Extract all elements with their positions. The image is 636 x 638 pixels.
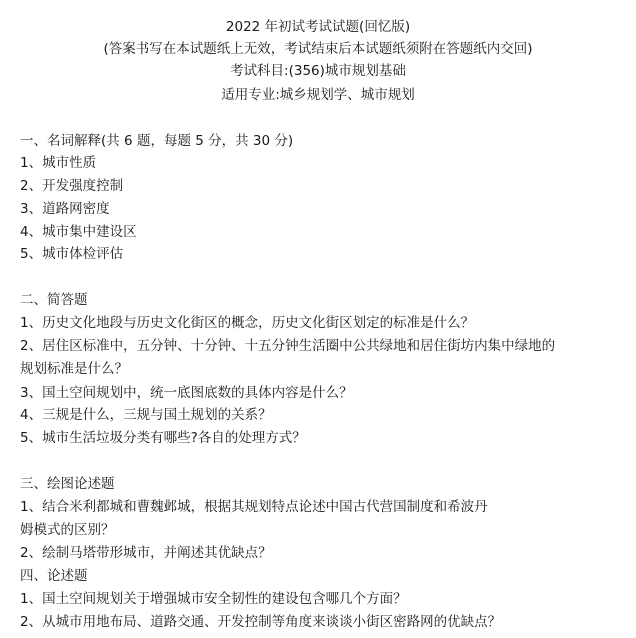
question-item: 3、道路网密度 <box>20 201 110 217</box>
question-item: 5、城市生活垃圾分类有哪些?各自的处理方式？ <box>20 430 306 446</box>
question-item: 1、国土空间规划关于增强城市安全韧性的建设包含哪几个方面？ <box>20 591 407 607</box>
section-heading: 四、论述题 <box>20 568 88 584</box>
exam-title: 2022 年初试考试试题(回忆版) <box>225 19 411 35</box>
exam-major: 适用专业:城乡规划学、城市规划 <box>221 87 415 103</box>
exam-subject: 考试科目:(356)城市规划基础 <box>230 63 406 79</box>
section-heading: 三、绘图论述题 <box>20 476 115 492</box>
exam-notice: (答案书写在本试题纸上无效，考试结束后本试题纸须附在答题纸内交回) <box>103 41 533 57</box>
question-item: 3、国土空间规划中，统一底图底数的具体内容是什么？ <box>20 385 353 401</box>
section-heading: 二、简答题 <box>20 292 88 308</box>
question-item: 规划标准是什么？ <box>20 361 128 377</box>
question-item: 5、城市体检评估 <box>20 246 124 262</box>
question-item: 2、居住区标准中，五分钟、十分钟、十五分钟生活圈中公共绿地和居住街坊内集中绿地的 <box>20 338 556 354</box>
question-item: 1、城市性质 <box>20 155 97 171</box>
question-item: 2、开发强度控制 <box>20 178 124 194</box>
question-item: 4、三规是什么，三规与国土规划的关系？ <box>20 407 272 423</box>
question-item: 2、从城市用地布局、道路交通、开发控制等角度来谈谈小街区密路网的优缺点？ <box>20 614 502 630</box>
question-item: 1、结合米利都城和曹魏邺城，根据其规划特点论述中国古代营国制度和希波丹 <box>20 499 488 515</box>
question-item: 1、历史文化地段与历史文化街区的概念，历史文化街区划定的标准是什么？ <box>20 315 475 331</box>
question-item: 姆模式的区别？ <box>20 522 115 538</box>
section-heading: 一、名词解释(共 6 题，每题 5 分，共 30 分) <box>20 133 294 149</box>
question-item: 2、绘制马塔带形城市，并阐述其优缺点？ <box>20 545 272 561</box>
question-item: 4、城市集中建设区 <box>20 224 137 240</box>
